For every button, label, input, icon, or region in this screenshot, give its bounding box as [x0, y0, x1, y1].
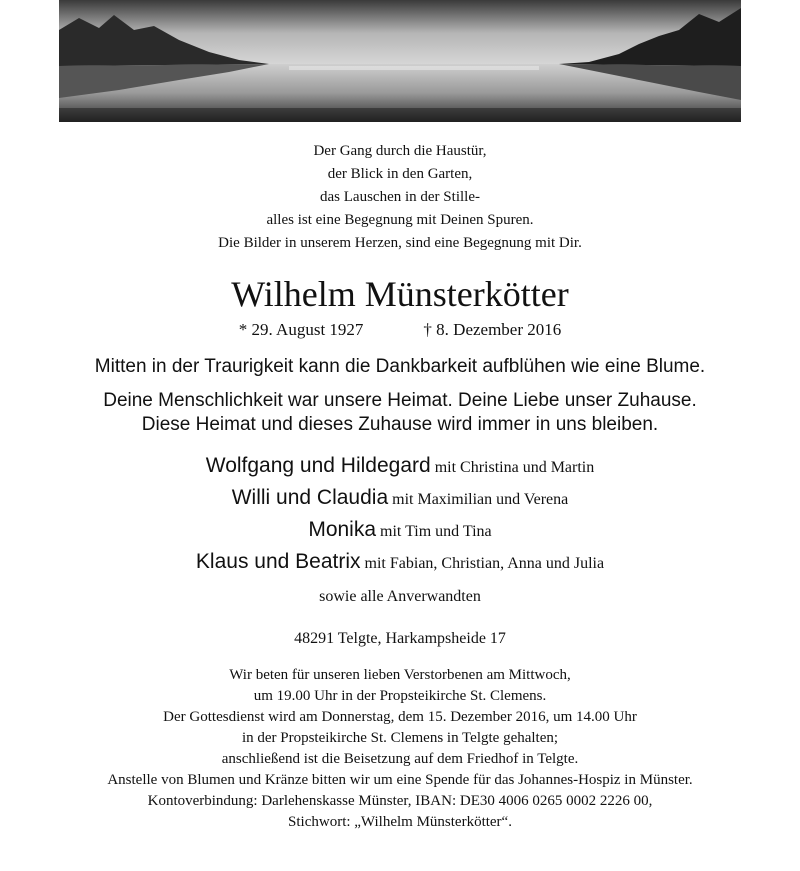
poem-line: Die Bilder in unserem Herzen, sind eine Begegnung mit Dir. — [218, 235, 582, 251]
donation-line: Stichwort: „Wilhelm Münsterkötter“. — [288, 814, 512, 830]
donation-line: Anstelle von Blumen und Kränze bitten wir um eine Spende für das Johannes-Hospiz in Münster. — [107, 772, 693, 788]
service-line: in der Propsteikirche St. Clemens in Telgte gehalten; — [241, 730, 559, 746]
mourner-main: Monika — [308, 518, 377, 541]
home-quote — [0, 389, 800, 437]
mourner-entry — [0, 451, 800, 483]
family-address: 48291 Telgte, Harkampsheide 17 — [294, 630, 506, 647]
mourner-entry — [0, 483, 800, 515]
poem-line: der Blick in den Garten, — [327, 166, 473, 182]
mourner-with: mit Tim und Tina — [380, 523, 492, 540]
mourners-list — [0, 451, 800, 579]
landscape-icon — [59, 0, 741, 122]
poem-line: Der Gang durch die Haustür, — [313, 143, 487, 159]
mourner-with: mit Christina und Martin — [434, 459, 595, 476]
quote-line: Diese Heimat und dieses Zuhause wird immer in uns bleiben. — [141, 414, 659, 435]
mourner-entry — [0, 547, 800, 579]
service-line: anschließend ist die Beisetzung auf dem Friedhof in Telgte. — [221, 751, 579, 767]
service-info — [0, 665, 800, 770]
mourner-main: Klaus und Beatrix — [195, 550, 361, 573]
donation-info — [0, 770, 800, 833]
donation-line: Kontoverbindung: Darlehenskasse Münster, IBAN: DE30 4006 0265 0002 2226 00, — [147, 793, 653, 809]
service-line: Wir beten für unseren lieben Verstorbenen am Mittwoch, — [229, 667, 571, 683]
deceased-name: Wilhelm Münsterkötter — [231, 274, 569, 314]
quote-line: Deine Menschlichkeit war unsere Heimat. Deine Liebe unser Zuhause. — [103, 390, 697, 411]
mourner-main: Wolfgang und Hildegard — [205, 454, 431, 477]
poem-line: das Lauschen in der Stille- — [320, 189, 480, 205]
obituary-body — [0, 140, 800, 833]
service-line: um 19.00 Uhr in der Propsteikirche St. Clemens. — [253, 688, 547, 704]
mourner-entry — [0, 515, 800, 547]
service-line: Der Gottesdienst wird am Donnerstag, dem 15. Dezember 2016, um 14.00 Uhr — [163, 709, 637, 725]
poem — [0, 140, 800, 255]
relatives-line: sowie alle Anverwandten — [319, 588, 481, 605]
mourner-main: Willi und Claudia — [231, 486, 389, 509]
mourner-with: mit Maximilian und Verena — [392, 491, 569, 508]
birth-date: * 29. August 1927 — [238, 320, 364, 339]
mourner-with: mit Fabian, Christian, Anna und Julia — [364, 555, 605, 572]
winter-lake-photo — [59, 0, 741, 122]
poem-line: alles ist eine Begegnung mit Deinen Spuren. — [266, 212, 534, 228]
death-date: † 8. Dezember 2016 — [423, 320, 562, 339]
life-dates — [0, 319, 800, 341]
gratitude-quote: Mitten in der Traurigkeit kann die Dankbarkeit aufblühen wie eine Blume. — [94, 356, 706, 377]
